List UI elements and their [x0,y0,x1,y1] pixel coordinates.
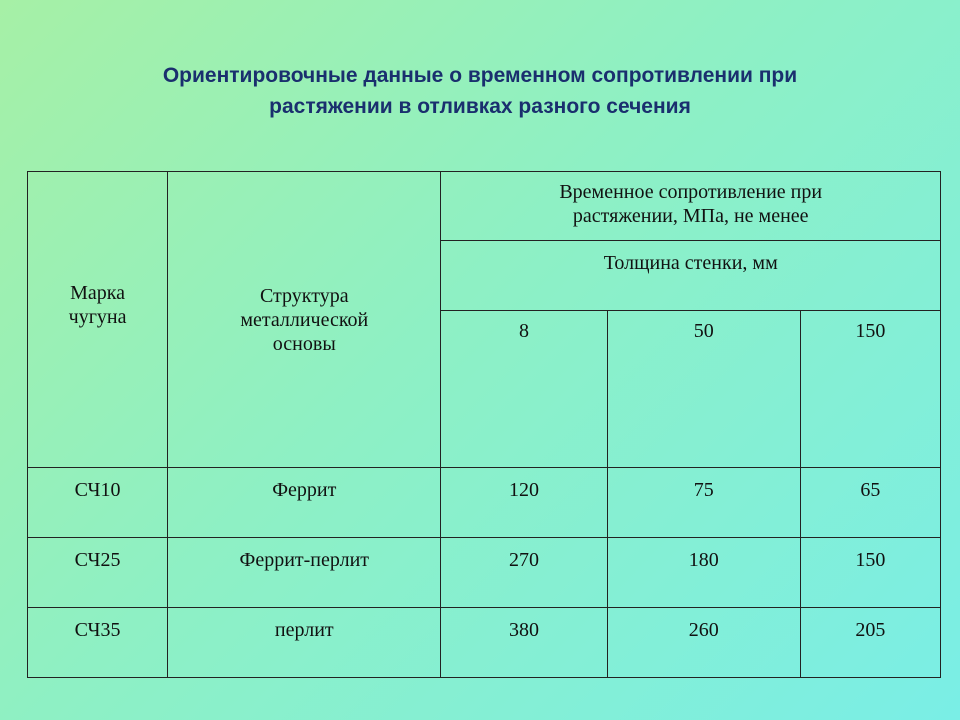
slide-title-line-2: растяжении в отливках разного сечения [269,95,691,118]
table-row [28,538,941,608]
header-structure-line-3: основы [272,332,336,355]
slide-title-line-1: Ориентировочные данные о временном сопротивлении при [162,64,798,87]
cell-structure: Феррит [168,468,441,538]
header-thickness-150: 150 [855,320,886,342]
header-thickness-50: 50 [693,320,714,342]
cell-grade: СЧ10 [28,468,168,538]
cell-value: 120 [441,468,607,538]
cell-value: 180 [607,538,800,608]
header-thickness-cell [441,241,941,311]
header-thickness-value [800,311,940,468]
header-strength-line-1: Временное сопротивление при [559,181,823,203]
cell-structure: Феррит-перлит [168,538,441,608]
header-strength-line-2: растяжении, МПа, не менее [572,205,809,227]
header-structure-line-2: металлической [240,308,369,331]
header-structure-cell [168,172,441,468]
cell-value: 260 [607,608,800,678]
header-strength-cell [441,172,941,241]
header-row-1 [28,172,941,241]
header-grade-cell [28,172,168,468]
cell-value: 150 [800,538,940,608]
header-grade-line-1: Марка [70,281,126,304]
cell-grade: СЧ25 [28,538,168,608]
table-row [28,608,941,678]
cell-value: 270 [441,538,607,608]
header-thickness-label: Толщина стенки, мм [603,252,778,274]
header-thickness-value [607,311,800,468]
cell-structure: перлит [168,608,441,678]
cell-value: 75 [607,468,800,538]
header-grade-line-2: чугуна [68,305,127,328]
cell-value: 205 [800,608,940,678]
cell-grade: СЧ35 [28,608,168,678]
header-thickness-value [441,311,607,468]
header-structure-line-1: Структура [259,284,349,307]
strength-table [27,171,941,678]
cell-value: 380 [441,608,607,678]
cell-value: 65 [800,468,940,538]
table-row [28,468,941,538]
header-thickness-8: 8 [519,320,530,342]
slide-title [40,60,920,122]
